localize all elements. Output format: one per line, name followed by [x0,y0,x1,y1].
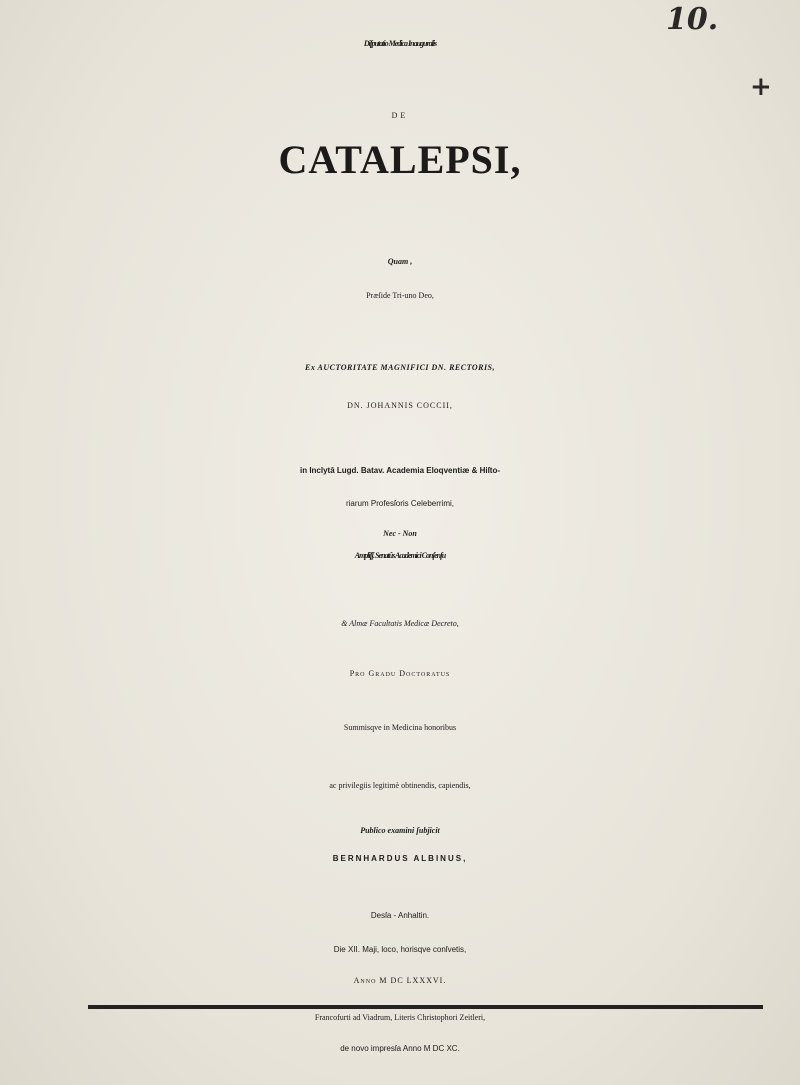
anno-line: Anno M DC LXXXVI. [353,976,447,985]
imprint-line-2: de novo impresſa Anno M DC XC. [340,1044,460,1053]
imprint-line-1: Francofurti ad Viadrum, Literis Christophori Zeitleri, [314,1013,486,1022]
date-line: Die XII. Maji, loco, horisqve conſvetis, [333,945,467,954]
quam-line: Quam , [387,257,413,266]
publico-line: Publico examini ſubjicit [360,826,440,835]
author-origin: Desſa - Anhaltin. [370,911,430,920]
rector-description-1: in Inclytâ Lugd. Batav. Academia Eloqventiæ & Hiſto- [299,466,501,475]
handwritten-mark: + [750,72,772,102]
pro-gradu-line: Pro Gradu Doctoratus [349,669,451,678]
auctoritate-line: Ex AUCTORITATE MAGNIFICI DN. RECTORIS, [304,363,495,372]
title-de: DE [391,111,409,120]
facultas-line: & Almæ Facultatis Medicæ Decreto, [341,619,459,628]
dissertation-title: Diſputatio Medica Inauguralis [363,39,437,48]
privilegiis-line: ac privilegiis legitimè obtinendis, capiendis, [329,781,471,790]
praeside-line: Præſide Tri-uno Deo, [366,291,434,300]
senatus-line: Ampliſſ. Senatûs Academici Conſenſu [354,551,446,560]
summisqve-line: Summisqve in Medicina honoribus [343,723,457,732]
rector-name: DN. JOHANNIS COCCII, [347,401,453,410]
handwritten-number: 10. [666,2,719,37]
nec-non-line: Nec - Non [383,529,417,538]
subject-heading: CATALEPSI, [278,137,522,182]
divider-rule [88,1005,763,1009]
rector-description-2: riarum Profesſoris Celeberrimi, [345,499,455,508]
author-name: BERNHARDUS ALBINUS, [332,854,468,863]
